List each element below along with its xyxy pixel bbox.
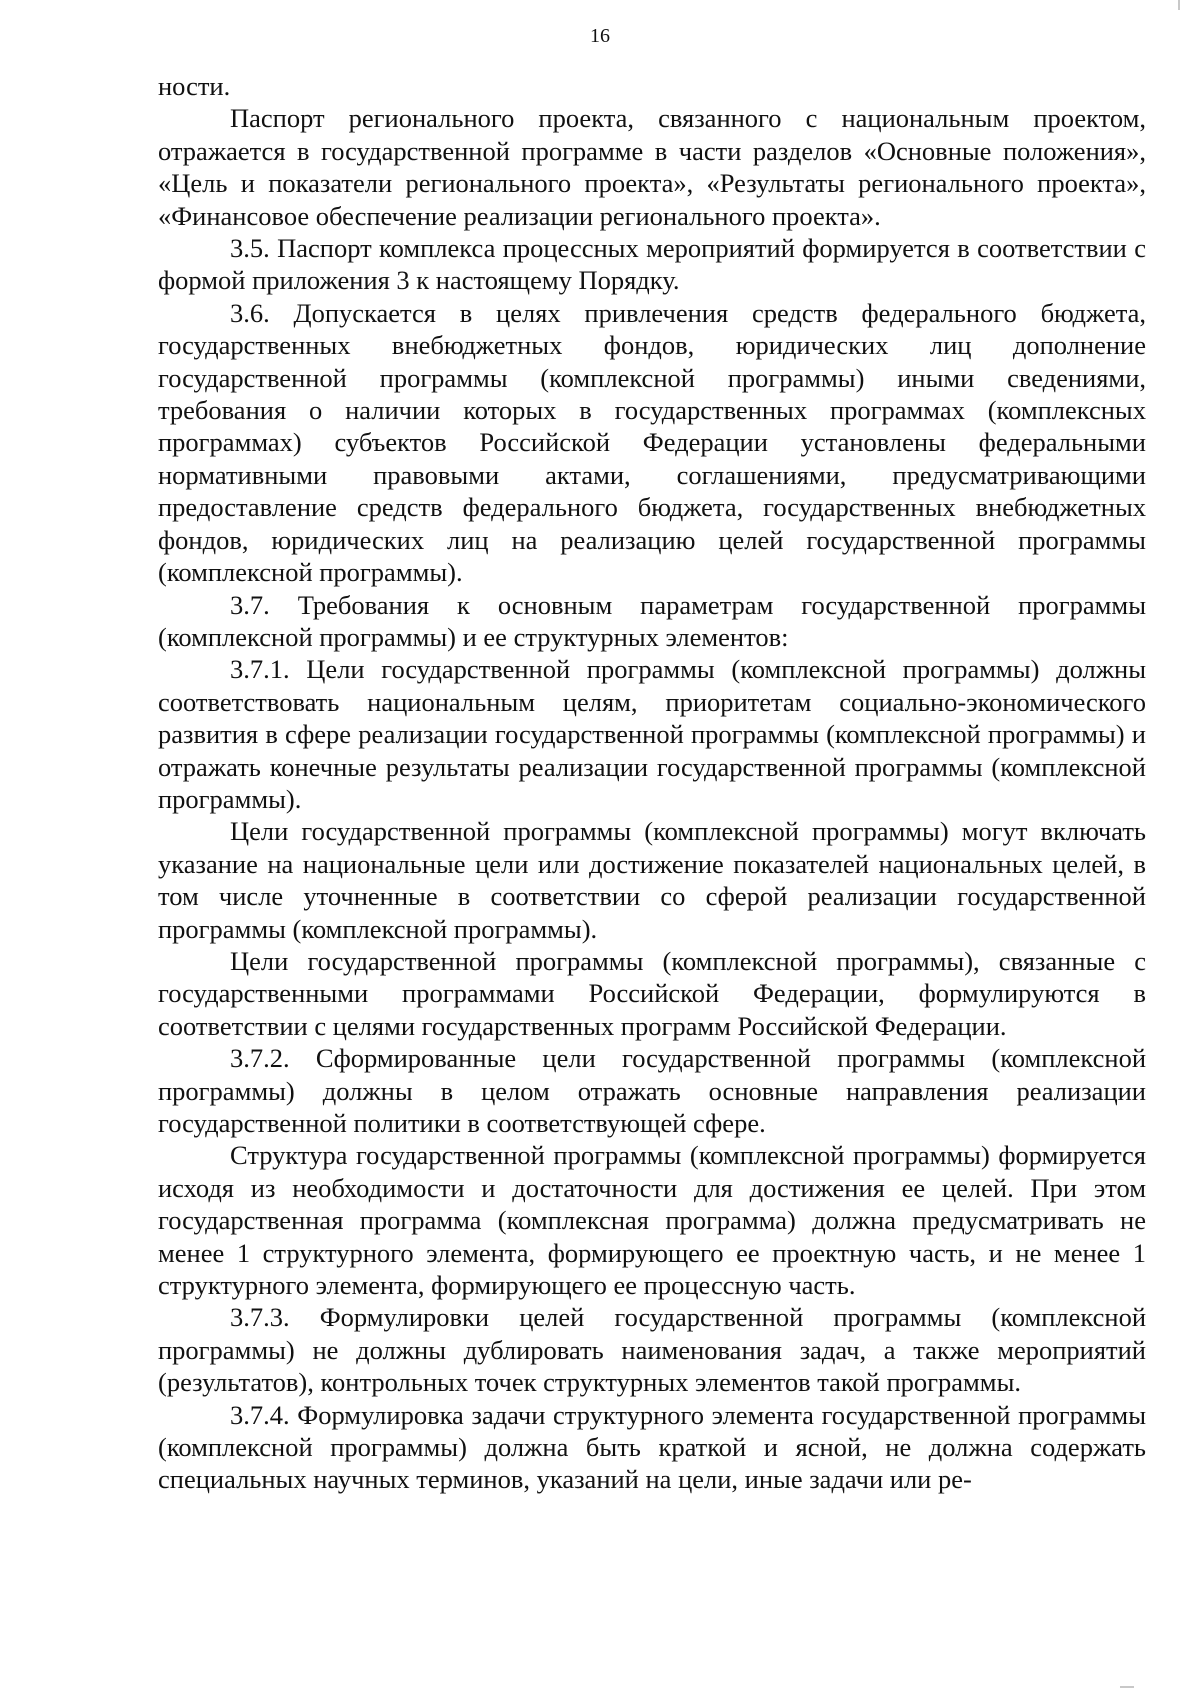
paragraph-3-5: 3.5. Паспорт комплекса процессных мероприятий формируется в соответствии с формой приложения 3 к настоящему Порядку. — [158, 233, 1146, 296]
paragraph-regional-project-passport: Паспорт регионального проекта, связанного с национальным проектом, отражается в государственной программе в части разделов «Основные положения», «Цель и показатели регионального проекта», «Результаты регионального проекта», «Финансовое обеспечение реализации регионального проекта». — [158, 103, 1146, 231]
paragraph-3-6: 3.6. Допускается в целях привлечения средств федерального бюджета, государственных внебюджетных фондов, юридических лиц дополнение государственной программы (комплексной программы) иными сведениями, требования о наличии которых в государственных программах (комплексных программах) субъектов Российской Федерации установлены федеральными нормативными правовыми актами, соглашениями, предусматривающими предоставление средств федерального бюджета, государственных внебюджетных фондов, юридических лиц на реализацию целей государственной программы (комплексной программы). — [158, 297, 1146, 588]
scan-artifact-top-right — [1178, 0, 1180, 10]
scan-artifact-bottom-right — [1120, 1686, 1134, 1688]
page-number: 16 — [590, 25, 610, 47]
document-body — [158, 70, 1146, 1496]
paragraph-program-structure: Структура государственной программы (комплексной программы) формируется исходя из необходимости и достаточности для достижения ее целей. При этом государственная программа (комплексная программа) должна предусматривать не менее 1 структурного элемента, формирующего ее проектную часть, и не менее 1 структурного элемента, формирующего ее процессную часть. — [158, 1140, 1146, 1301]
paragraph-continuation: ности. — [158, 71, 231, 101]
paragraph-3-7: 3.7. Требования к основным параметрам государственной программы (комплексной программы) и ее структурных элементов: — [158, 589, 1146, 652]
paragraph-3-7-1: 3.7.1. Цели государственной программы (комплексной программы) должны соответствовать национальным целям, приоритетам социально-экономического развития в сфере реализации государственной программы (комплексной программы) и отражать конечные результаты реализации государственной программы (комплексной программы). — [158, 654, 1146, 814]
paragraph-3-7-2: 3.7.2. Сформированные цели государственной программы (комплексной программы) должны в целом отражать основные направления реализации государственной политики в соответствующей сфере. — [158, 1043, 1146, 1138]
paragraph-goals-federal-programs: Цели государственной программы (комплексной программы), связанные с государственными программами Российской Федерации, формулируются в соответствии с целями государственных программ Российской Федерации. — [158, 945, 1146, 1041]
paragraph-3-7-3: 3.7.3. Формулировки целей государственной программы (комплексной программы) не должны дублировать наименования задач, а также мероприятий (результатов), контрольных точек структурных элементов такой программы. — [158, 1302, 1146, 1398]
paragraph-3-7-4: 3.7.4. Формулировка задачи структурного элемента государственной программы (комплексной программы) должна быть краткой и ясной, не должна содержать специальных научных терминов, указаний на цели, иные задачи или ре- — [158, 1399, 1146, 1495]
paragraph-goals-national: Цели государственной программы (комплексной программы) могут включать указание на национальные цели или достижение показателей национальных целей, в том числе уточненные в соответствии со сферой реализации государственной программы (комплексной программы). — [158, 816, 1146, 944]
